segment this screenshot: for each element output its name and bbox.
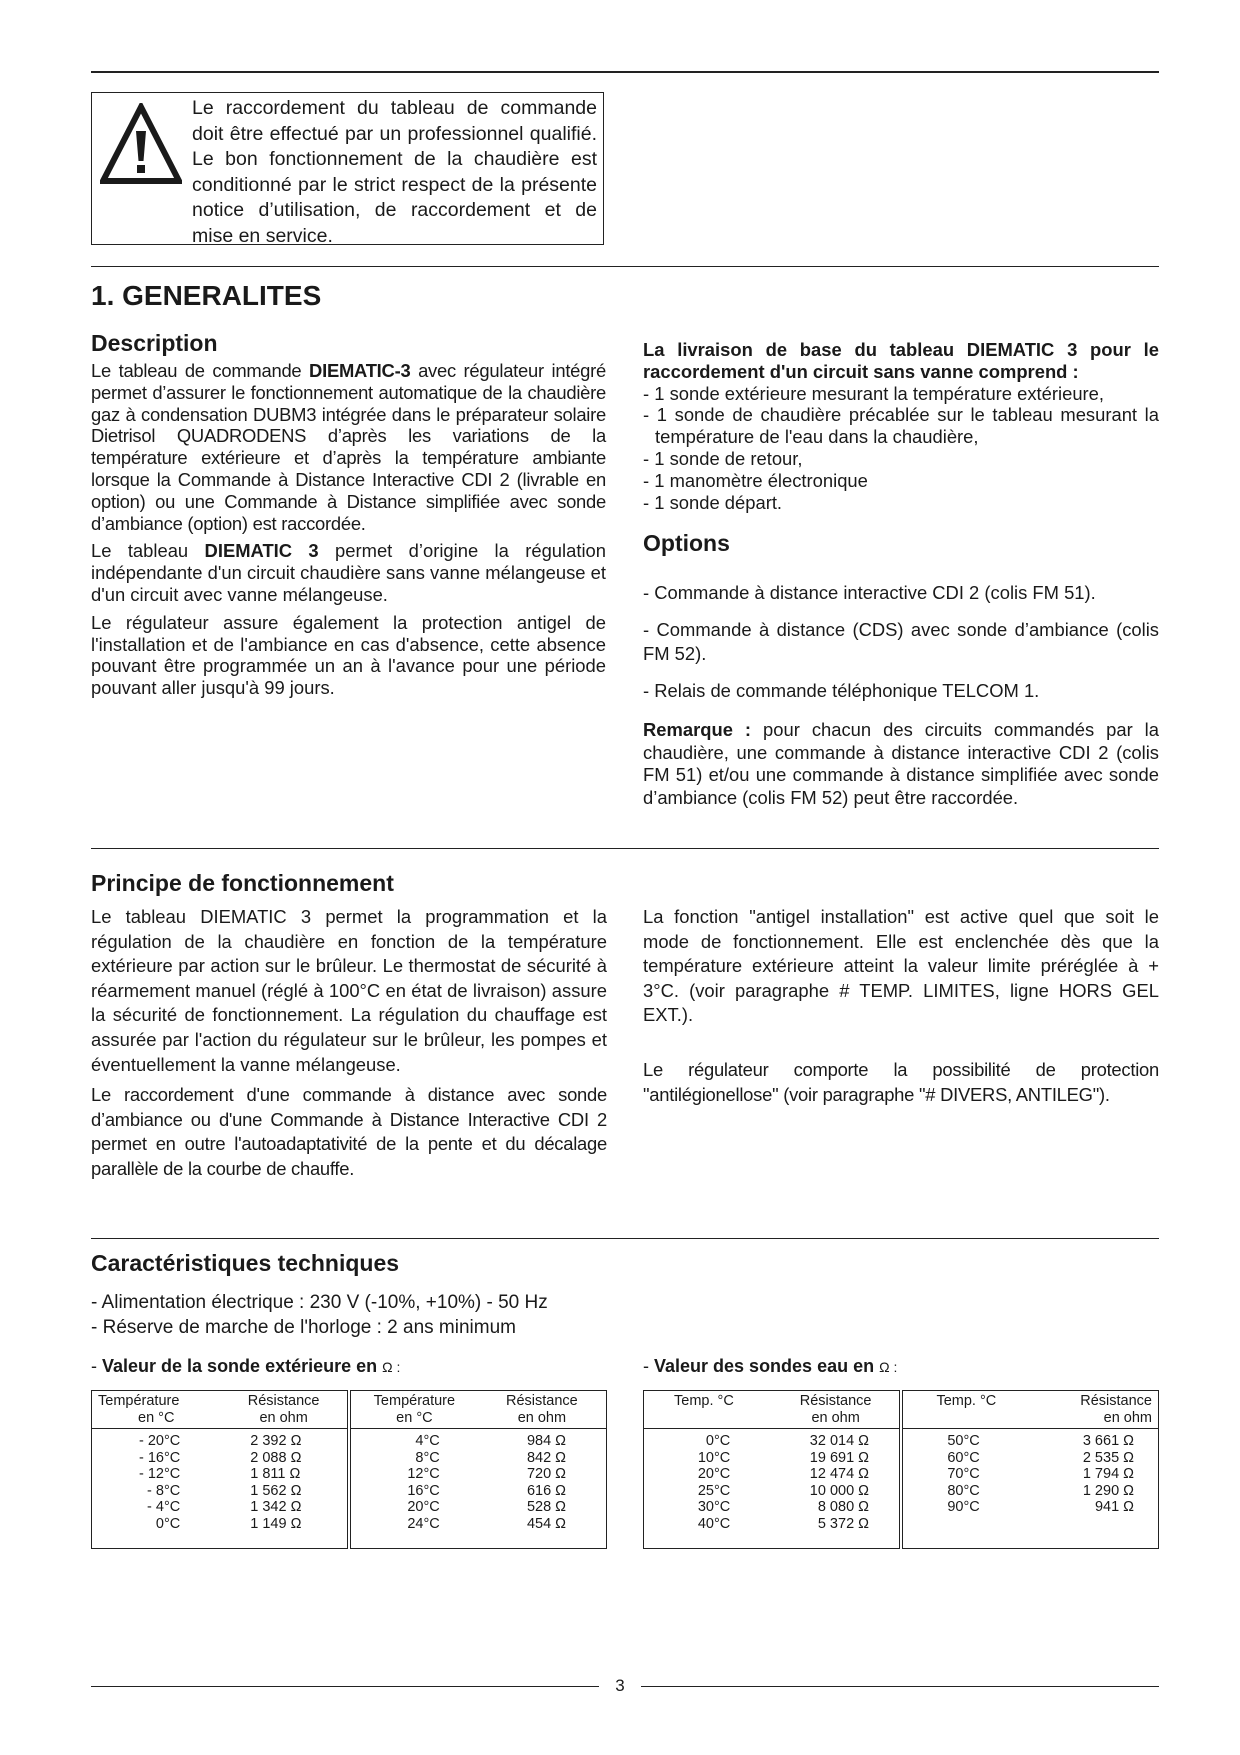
footer-rule-right <box>641 1686 1159 1687</box>
description-p2-pre: Le tableau <box>91 540 205 562</box>
table-cell: 941 Ω <box>1094 1499 1134 1515</box>
water-caption-prefix: - <box>643 1356 654 1376</box>
table-cell: 80°C <box>947 1482 980 1499</box>
delivery-item: - 1 sonde de chaudière précablée sur le tableau mesurant la température de l'eau dans la chaudière, <box>643 404 1159 448</box>
header-line: en °C <box>138 1409 175 1426</box>
description-heading: Description <box>91 330 218 356</box>
table-cell: 0°C <box>705 1433 731 1449</box>
principle-p2: Le raccordement d'une commande à distance avec sonde d’ambiance ou d'une Commande à Distance Interactive CDI 2 permet en outre l'autoadaptativité de la pente et du décalage parallèle de la courbe de chauffe. <box>91 1084 607 1179</box>
table-cell: 10°C <box>697 1449 731 1466</box>
table-cell: 616 Ω <box>526 1482 566 1499</box>
table-cell: 40°C <box>697 1515 731 1532</box>
delivery-list <box>643 383 1159 514</box>
delivery-heading: La livraison de base du tableau DIEMATIC 3 pour le raccordement d'un circuit sans vanne comprend : <box>643 339 1159 382</box>
table-cell: 60°C <box>947 1449 980 1466</box>
table-cell: 4°C <box>415 1433 440 1449</box>
header-line: en ohm <box>811 1409 860 1426</box>
principle-right <box>643 905 1159 1113</box>
water-caption-text: Valeur des sondes eau en <box>654 1356 875 1376</box>
section-rule <box>91 848 1159 849</box>
table-cell: 16°C <box>407 1482 440 1499</box>
col-header <box>644 1391 773 1429</box>
section-rule <box>91 1238 1159 1239</box>
header-line: en ohm <box>259 1409 308 1426</box>
table-cell: 842 Ω <box>526 1449 566 1466</box>
table-cell: 1 290 Ω <box>1082 1482 1134 1499</box>
warning-text: Le raccordement du tableau de commande doit être effectué par un professionnel qualifié. Le bon fonctionnement de la chaudière est conditionné par le strict respect de la présente notice d’utilisation, de raccordement et de mise en service. <box>192 97 597 247</box>
warning-box <box>91 92 604 245</box>
footer-rule-left <box>91 1686 599 1687</box>
ext-col-res1 <box>220 1429 349 1549</box>
water-sensor-table <box>643 1390 1159 1549</box>
col-header <box>772 1391 901 1429</box>
col-header <box>478 1391 607 1429</box>
options-heading: Options <box>643 530 730 556</box>
ext-table-caption <box>91 1356 400 1377</box>
ext-col-res2 <box>478 1429 607 1549</box>
description-body <box>91 360 606 705</box>
table-cell: 5 372 Ω <box>817 1515 869 1532</box>
ext-caption-text: Valeur de la sonde extérieure en <box>102 1356 378 1376</box>
header-line: Résistance <box>799 1393 872 1409</box>
warning-triangle-icon <box>100 103 182 185</box>
table-cell: 12°C <box>407 1466 440 1482</box>
delivery-item: - 1 sonde extérieure mesurant la température extérieure, <box>643 382 1105 404</box>
table-cell: 0°C <box>155 1515 181 1532</box>
table-cell: 1 794 Ω <box>1082 1466 1134 1482</box>
col-header <box>901 1391 1030 1429</box>
water-col-temp2 <box>901 1429 1030 1549</box>
col-header <box>220 1391 349 1429</box>
header-line: en ohm <box>517 1409 567 1426</box>
table-cell: 528 Ω <box>526 1499 566 1515</box>
table-cell: 454 Ω <box>526 1515 566 1532</box>
principle-p1: Le tableau DIEMATIC 3 permet la programmation et la régulation de la chaudière en fonction de la température extérieure par action sur le brûleur. Le thermostat de sécurité à réarmement manuel (réglé à 100°C en état de livraison) assure la sécurité de fonctionnement. La régulation du chauffage est assurée par l'action du régulateur sur le brûleur, les pompes et éventuellement la vanne mélangeuse. <box>91 906 607 1075</box>
header-line: Temp. °C <box>674 1393 734 1409</box>
delivery-item: - 1 sonde départ. <box>643 491 783 513</box>
description-p1-post: avec régulateur intégré permet d’assurer le fonctionnement automatique de la chaudière gaz à condensation DUBM3 intégrée dans le préparateur solaire Dietrisol QUADRODENS d’après les variations de la température extérieure et d’après la température ambiante lorsque la Commande à Distance Interactive CDI 2 (livrable en option) ou une Commande à Distance simplifiée avec sonde d’ambiance (option) est raccordée. <box>91 360 606 534</box>
header-line: Température <box>98 1393 180 1409</box>
principle-heading: Principe de fonctionnement <box>91 870 394 896</box>
options-block <box>643 581 1159 821</box>
water-col-res2 <box>1030 1429 1159 1549</box>
table-cell: 8°C <box>415 1449 440 1466</box>
table-body-row <box>644 1429 1159 1549</box>
header-line: en ohm <box>1103 1409 1152 1426</box>
water-col-temp1 <box>644 1429 773 1549</box>
principle-p3: La fonction "antigel installation" est active quel que soit le mode de fonctionnement. Elle est enclenchée dès que la température extérieure atteint la valeur limite préréglée à + 3°C. (voir paragraphe # TEMP. LIMITES, ligne HORS GEL EXT.). <box>643 906 1159 1026</box>
top-rule <box>91 71 1159 73</box>
header-line: Résistance <box>247 1393 320 1409</box>
delivery-item: - 1 sonde de retour, <box>643 447 803 469</box>
option-item: - Commande à distance interactive CDI 2 (colis FM 51). <box>643 582 1096 603</box>
specs-heading: Caractéristiques techniques <box>91 1250 400 1276</box>
table-cell: 20°C <box>407 1499 440 1515</box>
table-header-row <box>644 1391 1159 1429</box>
table-cell: 2 392 Ω <box>250 1433 302 1449</box>
table-cell: 32 014 Ω <box>809 1433 869 1449</box>
col-header <box>92 1391 221 1429</box>
page-number: 3 <box>615 1676 625 1695</box>
table-cell: 70°C <box>947 1466 980 1482</box>
table-cell: 20°C <box>697 1466 731 1482</box>
table-cell: 2 535 Ω <box>1082 1449 1134 1466</box>
options-remark <box>643 719 1159 809</box>
table-cell: 50°C <box>947 1433 980 1449</box>
remark-label: Remarque : <box>643 719 752 741</box>
ext-col-temp1 <box>92 1429 221 1549</box>
table-cell: 1 149 Ω <box>250 1515 302 1532</box>
water-table-caption <box>643 1356 897 1377</box>
table-cell: 1 811 Ω <box>250 1466 301 1482</box>
ext-caption-prefix: - <box>91 1356 102 1376</box>
water-caption-unit: Ω : <box>879 1359 898 1375</box>
header-line: Résistance <box>1080 1393 1152 1409</box>
remark-text: pour chacun des circuits commandés par la chaudière, une commande à distance interactive CDI 2 (colis FM 51) et/ou une commande à distance simplifiée avec sonde d’ambiance (colis FM 52) peut être raccordée. <box>643 719 1159 808</box>
description-p1-bold: DIEMATIC-3 <box>309 360 411 381</box>
table-cell: 8 080 Ω <box>817 1499 869 1515</box>
table-cell: 1 342 Ω <box>250 1499 302 1515</box>
section-rule <box>91 266 1159 267</box>
table-cell: 25°C <box>697 1482 731 1499</box>
description-p2-bold: DIEMATIC 3 <box>204 540 319 562</box>
header-line: Température <box>373 1393 456 1409</box>
table-cell: - 16°C <box>138 1449 181 1466</box>
description-p1-pre: Le tableau de commande <box>91 360 310 381</box>
table-cell: 720 Ω <box>526 1466 566 1482</box>
header-line: Temp. °C <box>936 1393 997 1409</box>
spec-item: - Réserve de marche de l'horloge : 2 ans minimum <box>91 1317 516 1338</box>
table-cell: 90°C <box>947 1499 980 1515</box>
table-cell: 1 562 Ω <box>250 1482 302 1499</box>
option-item: - Commande à distance (CDS) avec sonde d’ambiance (colis FM 52). <box>643 618 1159 665</box>
table-cell: 24°C <box>407 1515 440 1532</box>
ext-caption-unit: Ω : <box>382 1359 401 1375</box>
table-cell: - 8°C <box>147 1482 181 1499</box>
table-cell: 12 474 Ω <box>809 1466 869 1482</box>
principle-left <box>91 905 607 1188</box>
description-p2 <box>91 540 606 605</box>
table-cell: 3 661 Ω <box>1082 1433 1134 1449</box>
table-cell: 10 000 Ω <box>809 1482 869 1499</box>
table-cell: 30°C <box>697 1499 731 1515</box>
table-cell: 2 088 Ω <box>250 1449 302 1466</box>
specs-list <box>91 1290 548 1340</box>
description-p3: Le régulateur assure également la protection antigel de l'installation et de l'ambiance en cas d'absence, cette absence pouvant être programmée un an à l'avance pour une période pouvant aller jusqu'à 99 jours. <box>91 611 606 699</box>
col-header <box>1030 1391 1159 1429</box>
header-line: en °C <box>396 1409 433 1426</box>
table-cell: - 4°C <box>147 1499 181 1515</box>
description-p2-post: permet d’origine la régulation indépendante d'un circuit chaudière sans vanne mélangeuse et d'un circuit avec vanne mélangeuse. <box>91 540 607 605</box>
option-item: - Relais de commande téléphonique TELCOM 1. <box>643 679 1040 701</box>
ext-sensor-table <box>91 1390 607 1549</box>
water-col-res1 <box>772 1429 901 1549</box>
col-header <box>349 1391 478 1429</box>
ext-col-temp2 <box>349 1429 478 1549</box>
table-cell: 19 691 Ω <box>809 1449 869 1466</box>
delivery-block <box>643 339 1159 513</box>
header-line: Résistance <box>506 1393 578 1409</box>
table-cell: - 12°C <box>138 1466 181 1482</box>
section-title: 1. GENERALITES <box>91 280 322 311</box>
table-cell: 984 Ω <box>526 1433 566 1449</box>
delivery-item: - 1 manomètre électronique <box>643 469 868 491</box>
table-header-row <box>92 1391 607 1429</box>
spec-item: - Alimentation électrique : 230 V (-10%, +10%) - 50 Hz <box>91 1292 548 1313</box>
description-p1 <box>91 360 606 534</box>
table-body-row <box>92 1429 607 1549</box>
principle-p4: Le régulateur comporte la possibilité de protection "antilégionellose" (voir paragraphe "# DIVERS, ANTILEG"). <box>643 1058 1159 1105</box>
table-cell: - 20°C <box>138 1433 181 1449</box>
